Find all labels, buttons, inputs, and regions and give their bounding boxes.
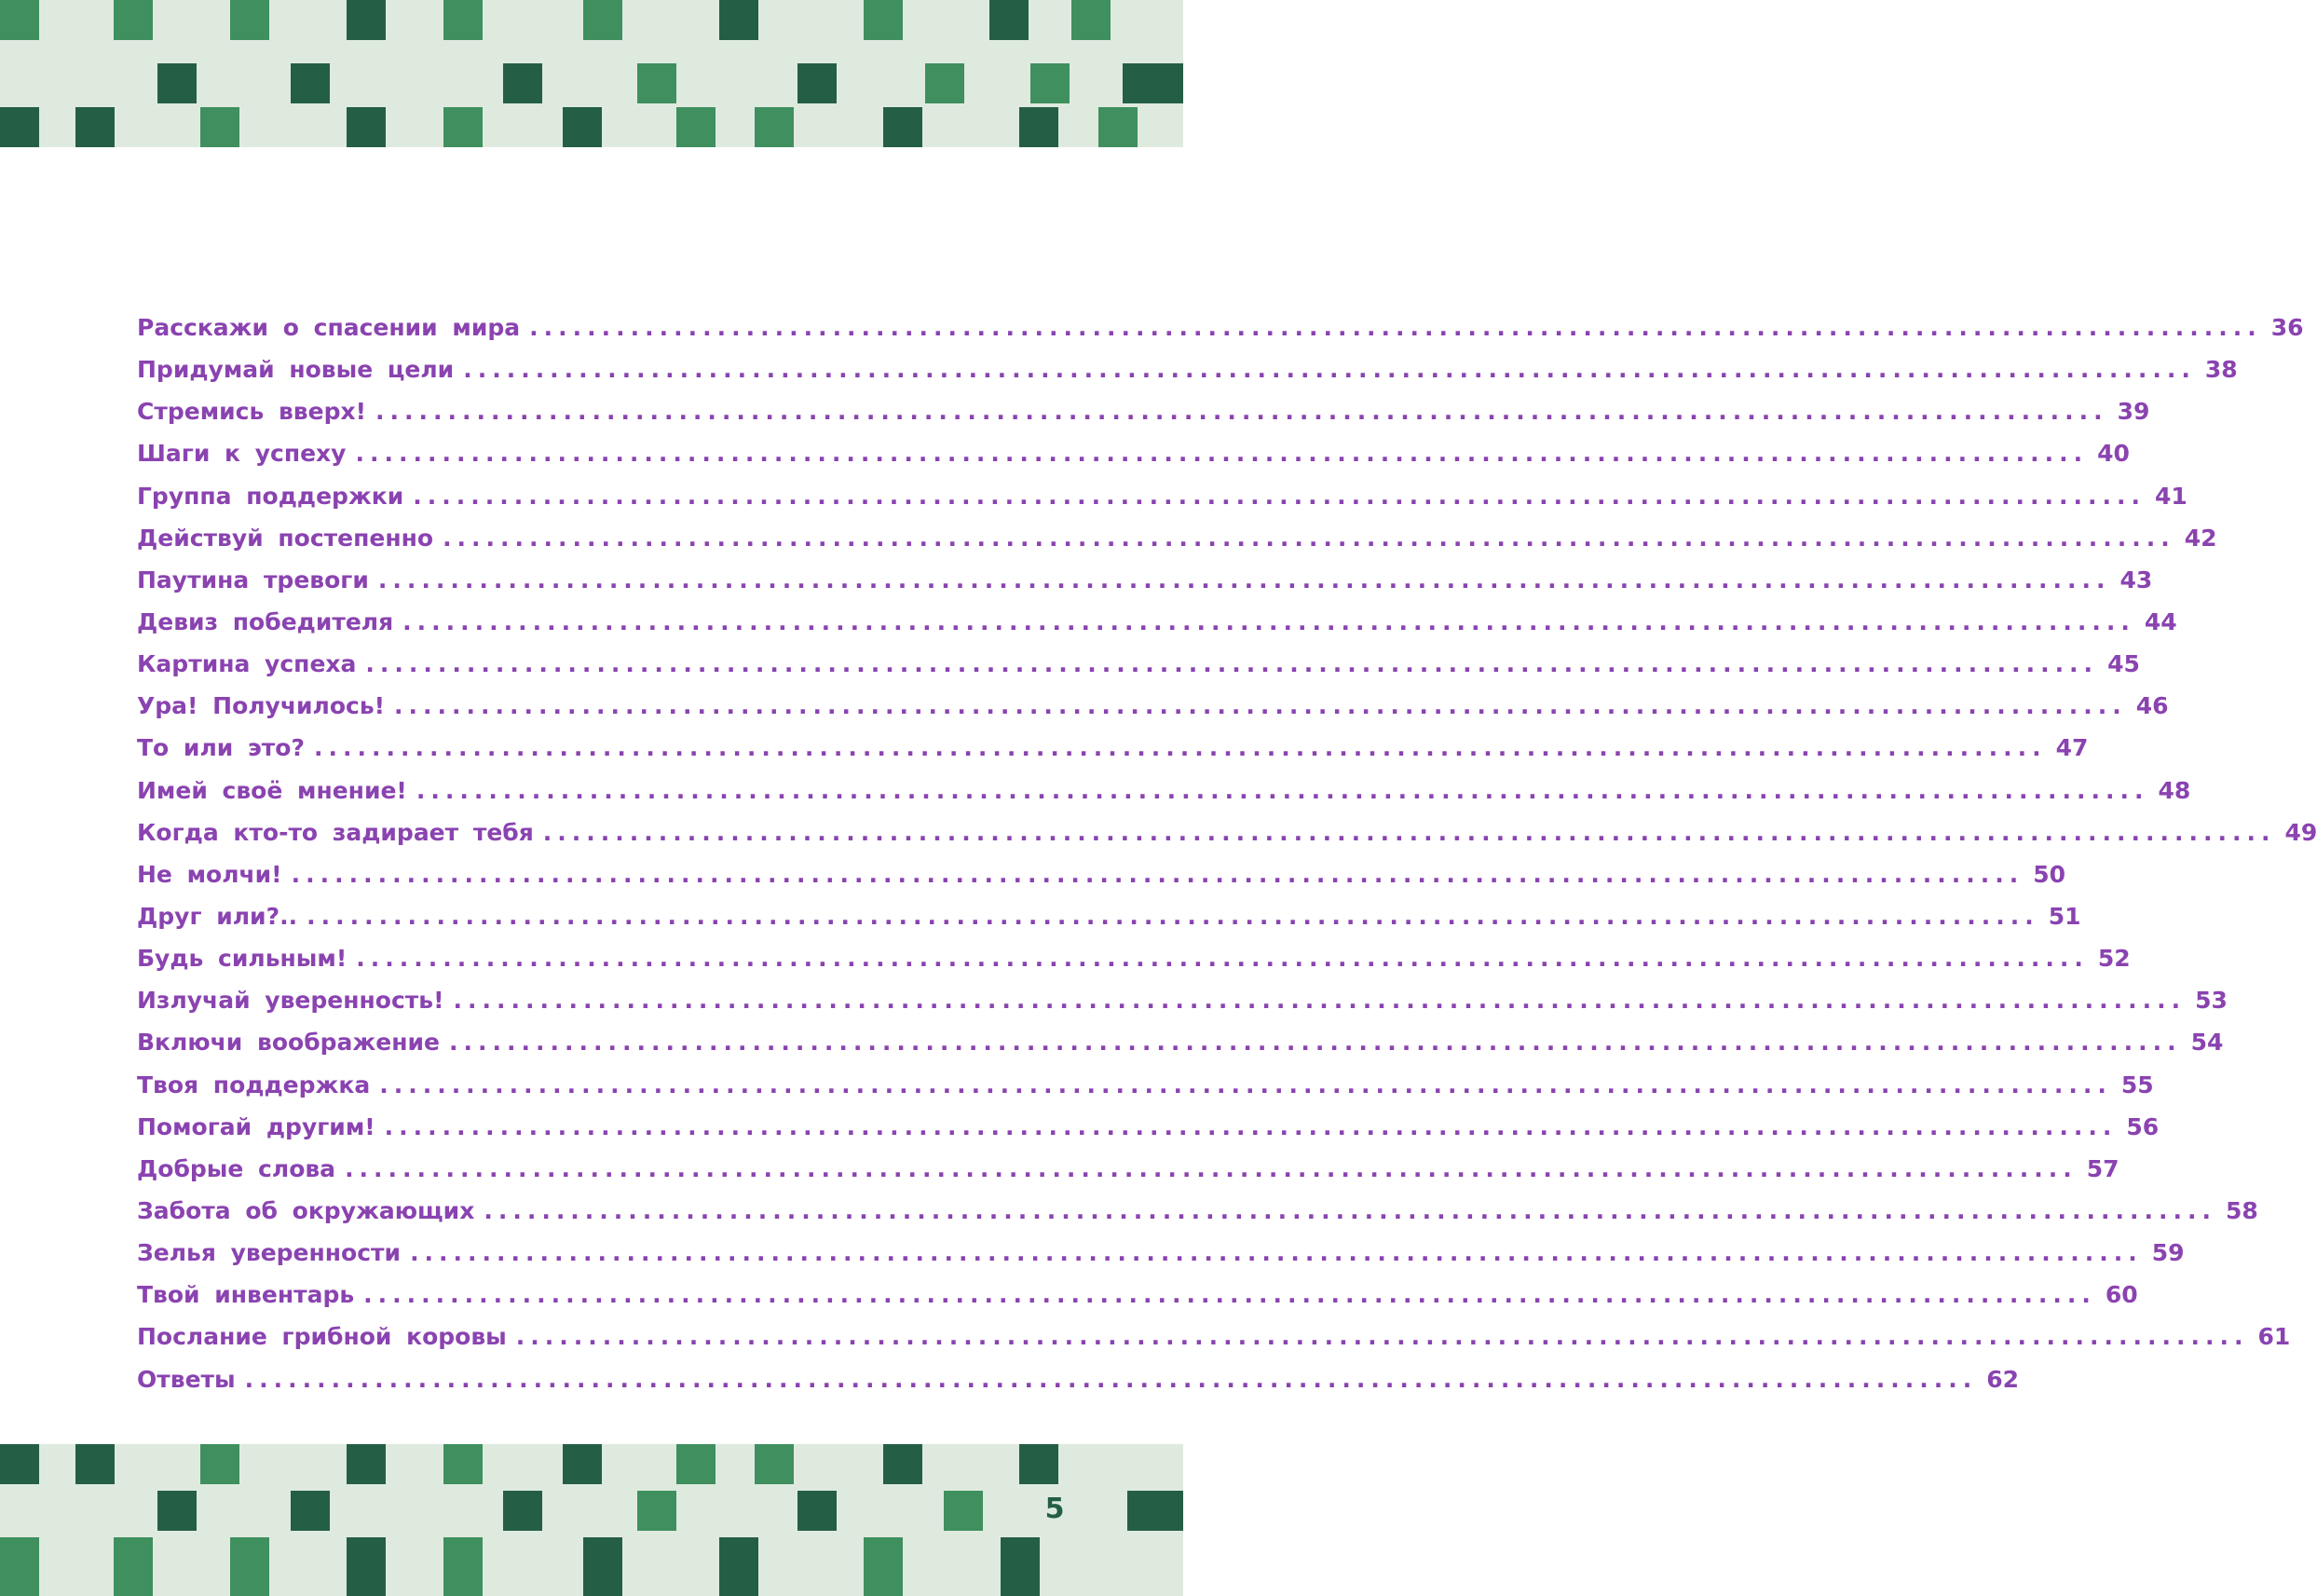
pattern-square — [755, 107, 794, 147]
toc-entry-page: 59 — [2151, 1239, 2185, 1267]
toc-entry-title: Действуй постепенно — [137, 524, 434, 552]
pattern-square — [563, 107, 602, 147]
toc-leader-dots: ........................................................................................................................ — [515, 1323, 2249, 1351]
toc-entry-title: Ответы — [137, 1365, 236, 1393]
pattern-square — [443, 1444, 483, 1484]
toc-leader-dots: ........................................................................................................................ — [394, 692, 2127, 720]
toc-entry-title: Не молчи! — [137, 860, 282, 888]
toc-entry-title: Излучай уверенность! — [137, 987, 444, 1015]
toc-entry-page: 52 — [2097, 945, 2131, 973]
pattern-square — [443, 1537, 483, 1596]
pattern-square — [1071, 0, 1111, 40]
pattern-square — [230, 0, 269, 40]
toc-entry-page: 44 — [2144, 607, 2177, 635]
toc-leader-dots: ........................................................................................................................ — [379, 1071, 2112, 1098]
toc-entry-page: 55 — [2120, 1071, 2154, 1098]
pattern-square — [503, 63, 542, 103]
pattern-square — [676, 1444, 716, 1484]
toc-entry — [137, 398, 2150, 440]
toc-entry-page: 51 — [2048, 902, 2081, 930]
pattern-square — [989, 0, 1029, 40]
pattern-square — [719, 1537, 758, 1596]
toc-entry — [137, 818, 2317, 861]
toc-entry — [137, 524, 2217, 566]
toc-entry-title: Расскажи о спасении мира — [137, 314, 521, 341]
toc-entry — [137, 734, 2089, 776]
toc-entry — [137, 566, 2153, 608]
pattern-square — [719, 0, 758, 40]
pattern-square — [1030, 63, 1070, 103]
pattern-square — [291, 1491, 330, 1531]
toc-entry — [137, 902, 2081, 945]
pattern-square — [114, 0, 153, 40]
pattern-square — [925, 63, 964, 103]
toc-entry-page: 36 — [2270, 314, 2304, 341]
pattern-square — [637, 1491, 676, 1531]
toc-leader-dots: ........................................................................................................................ — [377, 566, 2111, 593]
pattern-square — [347, 1444, 386, 1484]
toc-entry-title: Будь сильным! — [137, 945, 348, 973]
toc-leader-dots: ........................................................................................................................ — [356, 945, 2089, 973]
toc-leader-dots: ........................................................................................................................ — [384, 1112, 2118, 1140]
toc-entry-page: 49 — [2284, 818, 2317, 846]
toc-entry — [137, 860, 2066, 903]
toc-entry-title: Друг или?.. — [137, 902, 298, 930]
pattern-square — [797, 63, 837, 103]
toc-entry-page: 40 — [2097, 440, 2130, 468]
toc-entry-page: 58 — [2225, 1196, 2258, 1224]
pattern-square — [503, 1491, 542, 1531]
toc-entry-page: 54 — [2190, 1029, 2224, 1057]
toc-entry — [137, 1071, 2154, 1113]
toc-entry-title: Паутина тревоги — [137, 566, 369, 593]
toc-entry-title: Придумай новые цели — [137, 356, 455, 384]
toc-leader-dots: ........................................................................................................................ — [453, 987, 2187, 1015]
toc-leader-dots: ........................................................................................................................ — [375, 398, 2108, 426]
toc-leader-dots: ........................................................................................................................ — [410, 1239, 2143, 1267]
top-decorative-band — [0, 0, 1183, 147]
pattern-square — [347, 107, 386, 147]
pattern-square — [797, 1491, 837, 1531]
toc-entry-title: Твоя поддержка — [137, 1071, 371, 1098]
toc-entry-page: 39 — [2117, 398, 2150, 426]
pattern-square — [676, 107, 716, 147]
toc-entry — [137, 1112, 2160, 1155]
toc-leader-dots: ........................................................................................................................ — [484, 1196, 2216, 1224]
pattern-square — [583, 0, 622, 40]
pattern-square — [157, 1491, 197, 1531]
toc-entry — [137, 945, 2131, 987]
toc-entry-page: 41 — [2154, 482, 2188, 510]
toc-entry — [137, 1154, 2119, 1197]
toc-entry-page: 48 — [2158, 776, 2191, 804]
toc-entry-title: Ура! Получилось! — [137, 692, 386, 720]
pattern-square — [637, 63, 676, 103]
toc-entry-page: 38 — [2204, 356, 2238, 384]
toc-entry-page: 46 — [2135, 692, 2169, 720]
toc-entry — [137, 356, 2238, 398]
pattern-square — [1123, 63, 1183, 103]
pattern-square — [200, 107, 239, 147]
toc-entry — [137, 1196, 2258, 1239]
pattern-square — [0, 107, 39, 147]
pattern-square — [157, 63, 197, 103]
pattern-square — [583, 1537, 622, 1596]
toc-leader-dots: ........................................................................................................................ — [355, 440, 2089, 468]
toc-entry-page: 60 — [2105, 1281, 2138, 1309]
pattern-square — [883, 1444, 922, 1484]
toc-entry-page: 61 — [2257, 1323, 2291, 1351]
pattern-square — [230, 1537, 269, 1596]
toc-entry-page: 42 — [2184, 524, 2217, 552]
toc-entry — [137, 482, 2188, 525]
toc-entry — [137, 692, 2169, 734]
toc-entry — [137, 1365, 2020, 1408]
pattern-square — [944, 1491, 983, 1531]
toc-entry-title: Помогай другим! — [137, 1112, 375, 1140]
table-of-contents — [137, 314, 2317, 1408]
toc-entry-page: 56 — [2126, 1112, 2160, 1140]
toc-leader-dots: ........................................................................................................................ — [416, 776, 2149, 804]
pattern-square — [563, 1444, 602, 1484]
toc-leader-dots: ........................................................................................................................ — [443, 524, 2175, 552]
pattern-square — [1127, 1491, 1183, 1531]
pattern-square — [75, 1444, 115, 1484]
toc-leader-dots: ........................................................................................................................ — [449, 1029, 2182, 1057]
toc-entry — [137, 776, 2191, 819]
toc-entry-title: Имей своё мнение! — [137, 776, 407, 804]
toc-entry — [137, 607, 2177, 650]
pattern-square — [883, 107, 922, 147]
toc-leader-dots: ........................................................................................................................ — [365, 650, 2099, 678]
pattern-square — [0, 1537, 39, 1596]
pattern-square — [0, 0, 39, 40]
toc-entry — [137, 1281, 2138, 1323]
toc-entry-title: Зелья уверенности — [137, 1239, 402, 1267]
toc-entry — [137, 650, 2140, 692]
toc-entry-page: 45 — [2107, 650, 2140, 678]
pattern-square — [1019, 1444, 1058, 1484]
pattern-square — [864, 0, 903, 40]
pattern-square — [1019, 107, 1058, 147]
pattern-square — [864, 1537, 903, 1596]
toc-entry-title: Группа поддержки — [137, 482, 404, 510]
toc-entry-page: 43 — [2119, 566, 2153, 593]
pattern-square — [443, 0, 483, 40]
toc-entry — [137, 987, 2228, 1029]
toc-entry-page: 47 — [2055, 734, 2089, 762]
toc-leader-dots: ........................................................................................................................ — [307, 902, 2039, 930]
toc-entry — [137, 1323, 2291, 1365]
toc-entry-title: Забота об окружающих — [137, 1196, 475, 1224]
pattern-square — [1098, 107, 1138, 147]
pattern-square — [75, 107, 115, 147]
pattern-square — [291, 63, 330, 103]
pattern-square — [347, 1537, 386, 1596]
toc-leader-dots: ........................................................................................................................ — [363, 1281, 2096, 1309]
toc-leader-dots: ........................................................................................................................ — [345, 1154, 2078, 1182]
toc-entry-title: Стремись вверх! — [137, 398, 366, 426]
toc-leader-dots: ........................................................................................................................ — [542, 818, 2276, 846]
pattern-square — [0, 1444, 39, 1484]
pattern-square — [200, 1444, 239, 1484]
pattern-square — [347, 0, 386, 40]
toc-entry-title: Добрые слова — [137, 1154, 336, 1182]
toc-entry-page: 50 — [2033, 860, 2066, 888]
toc-leader-dots: ........................................................................................................................ — [463, 356, 2196, 384]
toc-entry-title: Включи воображение — [137, 1029, 440, 1057]
toc-leader-dots: ........................................................................................................................ — [313, 734, 2047, 762]
toc-leader-dots: ........................................................................................................................ — [291, 860, 2024, 888]
toc-leader-dots: ........................................................................................................................ — [529, 314, 2262, 341]
toc-entry — [137, 1239, 2185, 1281]
toc-entry — [137, 314, 2304, 356]
toc-leader-dots: ........................................................................................................................ — [244, 1365, 1978, 1393]
pattern-square — [443, 107, 483, 147]
toc-leader-dots: ........................................................................................................................ — [413, 482, 2146, 510]
pattern-square — [755, 1444, 794, 1484]
toc-entry-title: Послание грибной коровы — [137, 1323, 507, 1351]
toc-entry-title: Когда кто-то задирает тебя — [137, 818, 534, 846]
toc-entry — [137, 1029, 2224, 1071]
toc-entry-page: 57 — [2086, 1154, 2119, 1182]
pattern-square — [114, 1537, 153, 1596]
toc-entry-title: Девиз победителя — [137, 607, 394, 635]
toc-entry-title: Твой инвентарь — [137, 1281, 355, 1309]
pattern-square — [1001, 1537, 1040, 1596]
toc-entry-title: Шаги к успеху — [137, 440, 347, 468]
toc-entry — [137, 440, 2130, 482]
toc-entry-title: То или это? — [137, 734, 305, 762]
toc-entry-title: Картина успеха — [137, 650, 357, 678]
page-number: 5 — [1044, 1493, 1065, 1525]
bottom-decorative-band — [0, 1444, 1183, 1596]
toc-leader-dots: ........................................................................................................................ — [402, 607, 2135, 635]
toc-entry-page: 53 — [2195, 987, 2228, 1015]
toc-entry-page: 62 — [1986, 1365, 2020, 1393]
